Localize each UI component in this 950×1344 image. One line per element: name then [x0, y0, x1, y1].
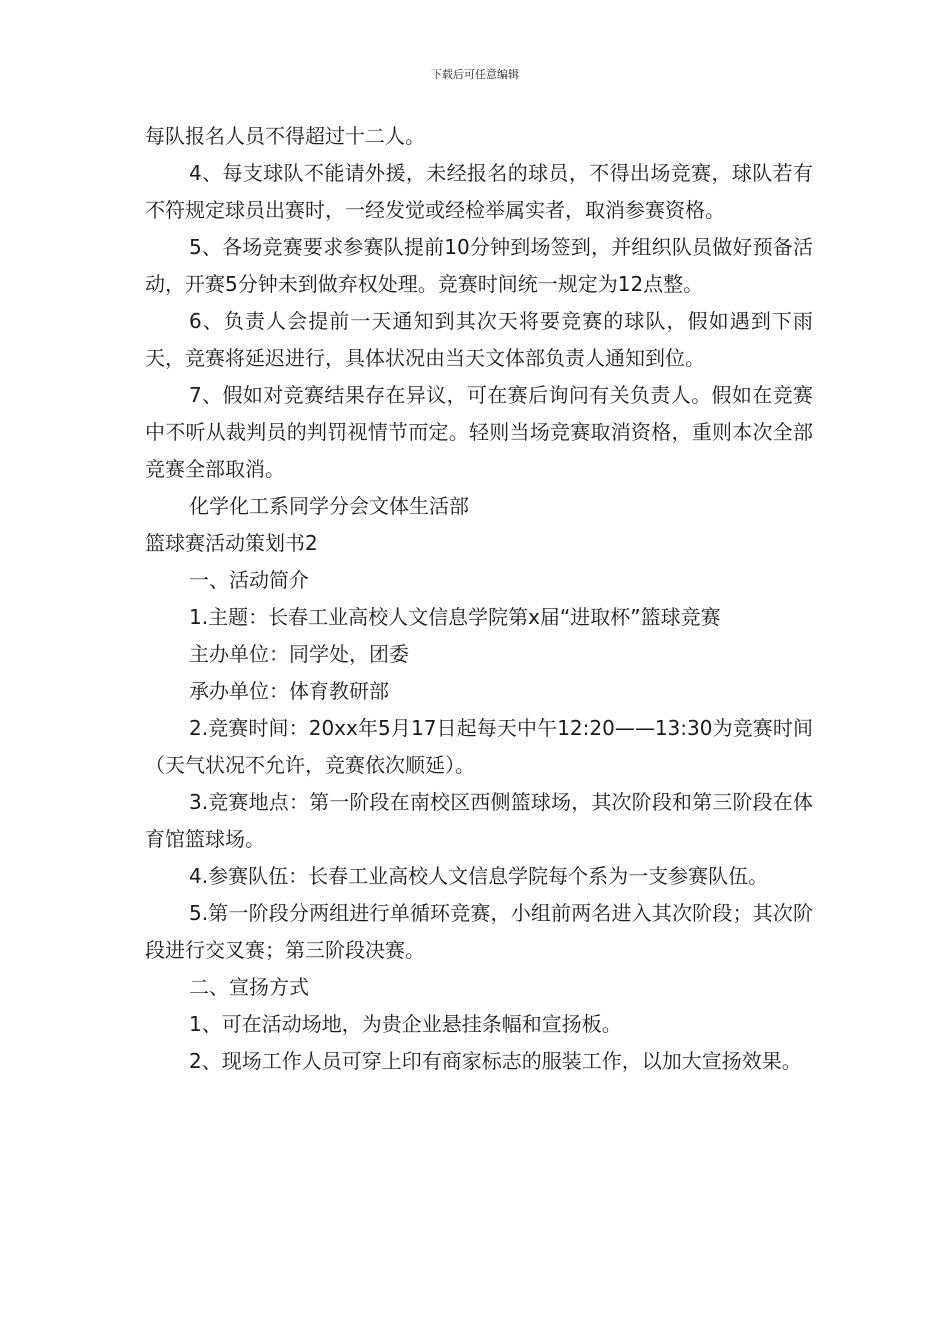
paragraph: 主办单位：同学处，团委 — [189, 642, 409, 666]
paragraph: 承办单位：体育教研部 — [189, 679, 389, 703]
paragraph: 1.主题：长春工业高校人文信息学院第x届“进取杯”篮球竞赛 — [189, 605, 721, 629]
paragraph: 2、现场工作人员可穿上印有商家标志的服装工作，以加大宣扬效果。 — [189, 1049, 802, 1073]
paragraph: 4、每支球队不能请外援，未经报名的球员，不得出场竞赛，球队若有不符规定球员出赛时，一经发觉或经检举属实者，取消参赛资格。 — [145, 161, 813, 222]
signature-line: 化学化工系同学分会文体生活部 — [189, 494, 469, 518]
section-heading: 一、活动简介 — [189, 568, 309, 592]
paragraph: 4.参赛队伍：长春工业高校人文信息学院每个系为一支参赛队伍。 — [189, 864, 769, 888]
page-header: 下载后可任意编辑 — [431, 68, 519, 81]
paragraph: 3.竞赛地点：第一阶段在南校区西侧篮球场，其次阶段和第三阶段在体育馆篮球场。 — [145, 790, 813, 851]
paragraph: 2.竞赛时间：20xx年5月17日起每天中午12:20——13:30为竞赛时间（天气状况不允许，竞赛依次顺延）。 — [145, 716, 813, 777]
section-heading: 二、宣扬方式 — [189, 975, 309, 999]
paragraph: 每队报名人员不得超过十二人。 — [145, 124, 425, 148]
document-body — [145, 118, 813, 1080]
paragraph: 5.第一阶段分两组进行单循环竞赛，小组前两名进入其次阶段；其次阶段进行交叉赛；第三阶段决赛。 — [145, 901, 813, 962]
section-title: 篮球赛活动策划书2 — [145, 531, 318, 555]
paragraph: 5、各场竞赛要求参赛队提前10分钟到场签到，并组织队员做好预备活动，开赛5分钟未到做弃权处理。竞赛时间统一规定为12点整。 — [145, 235, 813, 296]
paragraph: 6、负责人会提前一天通知到其次天将要竞赛的球队，假如遇到下雨天，竞赛将延迟进行，具体状况由当天文体部负责人通知到位。 — [145, 309, 813, 370]
paragraph: 7、假如对竞赛结果存在异议，可在赛后询问有关负责人。假如在竞赛中不听从裁判员的判罚视情节而定。轻则当场竞赛取消资格，重则本次全部竞赛全部取消。 — [145, 383, 813, 481]
paragraph: 1、可在活动场地，为贵企业悬挂条幅和宣扬板。 — [189, 1012, 622, 1036]
